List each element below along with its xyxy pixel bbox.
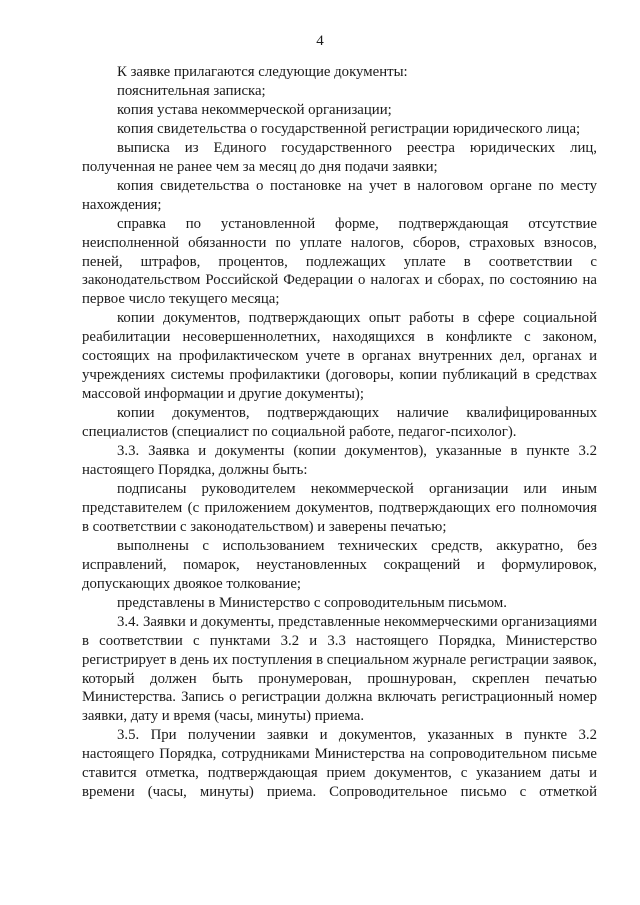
paragraph-technical-requirement: выполнены с использованием технических средств, аккуратно, без исправлений, помарок, неустановленных сокращений и формулировок, допускающих двоякое толкование;	[82, 537, 597, 592]
paragraph-section-3-4: 3.4. Заявки и документы, представленные некоммерческими организациями в соответствии с пунктами 3.2 и 3.3 настоящего Порядка, Министерство регистрирует в день их поступления в специальном журнале регистрации заявок, который должен быть пронумерован, прошнурован, скреплен печатью Министерства. Запись о регистрации должна включать регистрационный номер заявки, дату и время (часы, минуты) приема.	[82, 613, 597, 725]
paragraph-experience-documents: копии документов, подтверждающих опыт работы в сфере социальной реабилитации несовершеннолетних, находящихся в конфликте с законом, состоящих на профилактическом учете в органах внутренних дел, органах и учреждениях системы профилактики (договоры, копии публикаций в средствах массовой информации и другие документы);	[82, 310, 597, 403]
page-number: 4	[316, 33, 324, 49]
paragraph-section-3-5: 3.5. При получении заявки и документов, указанных в пункте 3.2 настоящего Порядка, сотрудниками Министерства на сопроводительном письме ставится отметка, подтверждающая прием документов, с указанием даты и времени (часы, минуты) приема. Сопроводительное письмо с отметкой	[82, 727, 597, 801]
paragraph-explanatory-note: пояснительная записка;	[117, 82, 266, 99]
document-body	[82, 63, 597, 802]
paragraph-signed-requirement: подписаны руководителем некоммерческой организации или иным представителем (с приложением документов, подтверждающих его полномочия в соответствии с законодательством) и заверены печатью;	[82, 480, 597, 535]
paragraph-cover-letter-requirement: представлены в Министерство с сопроводительным письмом.	[117, 594, 507, 611]
paragraph-tax-certificate: справка по установленной форме, подтверждающая отсутствие неисполненной обязанности по уплате налогов, сборов, страховых взносов, пеней, штрафов, процентов, подлежащих уплате в соответствии с законодательством Российской Федерации о налогах и сборах, по состоянию на первое число текущего месяца;	[82, 215, 597, 308]
paragraph-tax-registration: копия свидетельства о постановке на учет в налоговом органе по месту нахождения;	[82, 177, 597, 213]
paragraph-charter-copy: копия устава некоммерческой организации;	[117, 101, 392, 118]
paragraph-registry-extract: выписка из Единого государственного реестра юридических лиц, полученная не ранее чем за месяц до дня подачи заявки;	[82, 139, 597, 175]
paragraph-specialists-documents: копии документов, подтверждающих наличие квалифицированных специалистов (специалист по социальной работе, педагог-психолог).	[82, 405, 597, 441]
paragraph-section-3-3: 3.3. Заявка и документы (копии документов), указанные в пункте 3.2 настоящего Порядка, должны быть:	[82, 443, 597, 479]
paragraph-attachments-intro: К заявке прилагаются следующие документы:	[117, 64, 408, 80]
paragraph-registration-certificate: копия свидетельства о государственной регистрации юридического лица;	[117, 120, 581, 137]
